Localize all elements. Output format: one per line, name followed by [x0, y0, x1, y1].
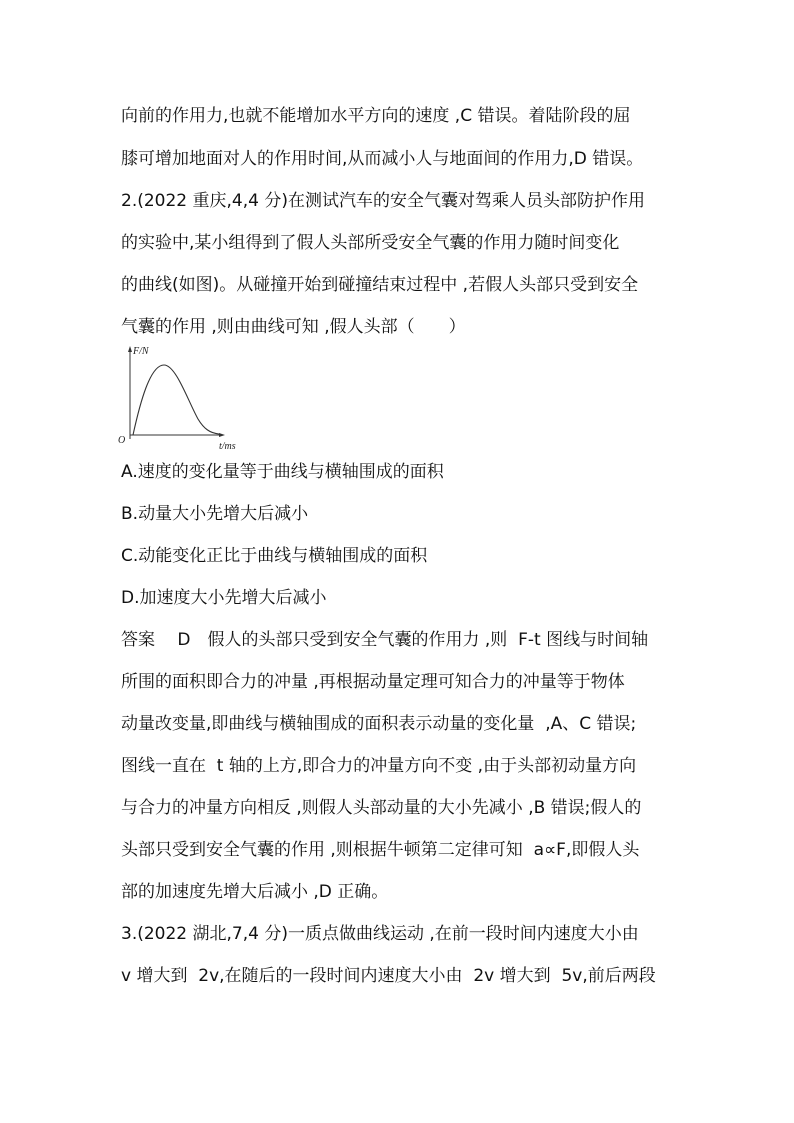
- question-2-line-2: 的实验中,某小组得到了假人头部所受安全气囊的作用力随时间变化: [121, 233, 620, 253]
- force-time-graph: [118, 343, 248, 453]
- x-axis-label: t/ms: [219, 441, 236, 452]
- answer-line-1: 答案 D 假人的头部只受到安全气囊的作用力 ,则 F-t 图线与时间轴: [121, 630, 649, 650]
- origin-label: O: [118, 435, 126, 446]
- x-axis-arrow: [219, 433, 225, 437]
- text-line-2: 膝可增加地面对人的作用时间,从而减小人与地面间的作用力,D 错误。: [121, 149, 644, 169]
- text-line-1: 向前的作用力,也就不能增加水平方向的速度 ,C 错误。着陆阶段的屈: [121, 106, 631, 126]
- option-c: C.动能变化正比于曲线与横轴围成的面积: [121, 546, 428, 566]
- y-axis-arrow: [128, 346, 132, 352]
- question-2-line-3: 的曲线(如图)。从碰撞开始到碰撞结束过程中 ,若假人头部只受到安全: [121, 275, 639, 295]
- y-axis-label: F/N: [133, 346, 149, 357]
- force-curve: [133, 365, 219, 435]
- option-b: B.动量大小先增大后减小: [121, 504, 309, 524]
- option-d: D.加速度大小先增大后减小: [121, 588, 327, 608]
- answer-line-2: 所围的面积即合力的冲量 ,再根据动量定理可知合力的冲量等于物体: [121, 672, 625, 692]
- answer-line-6: 头部只受到安全气囊的作用 ,则根据牛顿第二定律可知 a∝F,即假人头: [121, 840, 640, 860]
- answer-line-7: 部的加速度先增大后减小 ,D 正确。: [121, 882, 389, 902]
- question-3-line-2: v 增大到 2v,在随后的一段时间内速度大小由 2v 增大到 5v,前后两段: [121, 966, 656, 986]
- answer-line-5: 与合力的冲量方向相反 ,则假人头部动量的大小先减小 ,B 错误;假人的: [121, 798, 642, 818]
- answer-line-4: 图线一直在 t 轴的上方,即合力的冲量方向不变 ,由于头部初动量方向: [121, 756, 637, 776]
- question-2-line-4: 气囊的作用 ,则由曲线可知 ,假人头部（ ）: [121, 317, 466, 337]
- answer-line-3: 动量改变量,即曲线与横轴围成的面积表示动量的变化量 ,A、C 错误;: [121, 714, 637, 734]
- question-2-line-1: 2.(2022 重庆,4,4 分)在测试汽车的安全气囊对驾乘人员头部防护作用: [121, 191, 645, 211]
- option-a: A.速度的变化量等于曲线与横轴围成的面积: [121, 462, 444, 482]
- question-3-line-1: 3.(2022 湖北,7,4 分)一质点做曲线运动 ,在前一段时间内速度大小由: [121, 924, 639, 944]
